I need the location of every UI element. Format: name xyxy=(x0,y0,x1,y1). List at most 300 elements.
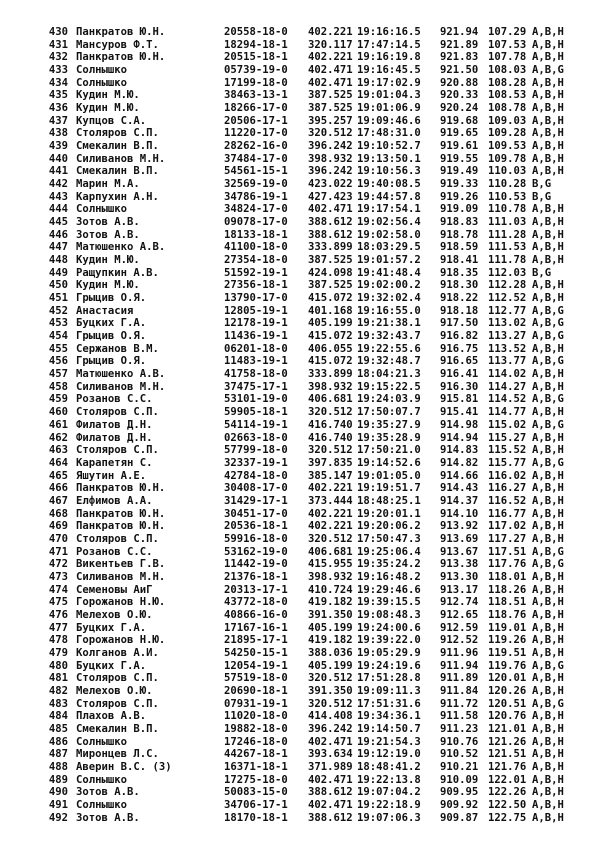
arrival-time-cell: 19:01:06.9 xyxy=(357,102,421,115)
ring-number-cell: 11220-17-0 xyxy=(224,127,288,140)
result-row xyxy=(46,216,576,229)
distance-cell: 398.932 xyxy=(308,380,353,393)
name-cell: Панкратов Ю.Н. xyxy=(76,482,166,495)
coefficient-cell: 119.76 xyxy=(488,659,527,672)
distance-cell: 419.182 xyxy=(308,596,353,609)
ring-number-cell: 54250-15-1 xyxy=(224,646,288,659)
name-cell: Плахов А.В. xyxy=(76,710,147,723)
distance-cell: 388.612 xyxy=(308,228,353,241)
categories-cell: A,B,H xyxy=(532,114,564,127)
distance-cell: 410.724 xyxy=(308,583,353,596)
arrival-time-cell: 19:21:38.1 xyxy=(357,317,421,330)
ring-number-cell: 27356-18-1 xyxy=(224,279,288,292)
speed-cell: 920.24 xyxy=(440,102,479,115)
speed-cell: 914.66 xyxy=(440,469,479,482)
speed-cell: 918.59 xyxy=(440,241,479,254)
result-row xyxy=(46,647,576,660)
rank-cell: 430 xyxy=(48,26,68,38)
result-row xyxy=(46,191,576,204)
rank-cell: 451 xyxy=(48,292,68,305)
speed-cell: 912.52 xyxy=(440,634,479,647)
coefficient-cell: 114.52 xyxy=(488,393,527,406)
name-cell: Яшутин А.Е. xyxy=(76,469,147,482)
coefficient-cell: 113.27 xyxy=(488,330,527,343)
rank-cell: 472 xyxy=(48,558,68,571)
distance-cell: 388.036 xyxy=(308,646,353,659)
name-cell: Зотов А.В. xyxy=(76,216,140,229)
distance-cell: 406.681 xyxy=(308,393,353,406)
name-cell: Марин М.А. xyxy=(76,178,140,191)
rank-cell: 466 xyxy=(48,482,68,495)
speed-cell: 919.55 xyxy=(440,152,479,165)
distance-cell: 387.525 xyxy=(308,89,353,102)
categories-cell: B,G xyxy=(532,266,552,279)
arrival-time-cell: 19:14:50.7 xyxy=(357,722,421,735)
categories-cell: A,B,H xyxy=(532,722,564,735)
distance-cell: 373.444 xyxy=(308,494,353,507)
result-row xyxy=(46,571,576,584)
distance-cell: 396.242 xyxy=(308,722,353,735)
categories-cell: A,B,H xyxy=(532,203,564,216)
arrival-time-cell: 19:24:19.6 xyxy=(357,659,421,672)
arrival-time-cell: 18:48:41.2 xyxy=(357,760,421,773)
name-cell: Солнышко xyxy=(76,735,128,748)
distance-cell: 333.899 xyxy=(308,368,353,381)
ring-number-cell: 17199-18-0 xyxy=(224,76,288,89)
rank-cell: 447 xyxy=(48,241,68,254)
categories-cell: A,B,G xyxy=(532,64,564,77)
ring-number-cell: 43772-18-0 xyxy=(224,596,288,609)
arrival-time-cell: 19:32:02.4 xyxy=(357,292,421,305)
rank-cell: 470 xyxy=(48,532,68,545)
ring-number-cell: 18133-18-1 xyxy=(224,228,288,241)
ring-number-cell: 11020-18-0 xyxy=(224,710,288,723)
arrival-time-cell: 19:10:52.7 xyxy=(357,140,421,153)
distance-cell: 402.471 xyxy=(308,64,353,77)
distance-cell: 388.612 xyxy=(308,811,353,824)
speed-cell: 917.50 xyxy=(440,317,479,330)
rank-cell: 464 xyxy=(48,456,68,469)
result-row xyxy=(46,495,576,508)
results-list xyxy=(46,26,576,824)
distance-cell: 402.221 xyxy=(308,507,353,520)
coefficient-cell: 115.02 xyxy=(488,418,527,431)
name-cell: Кудин М.Ю. xyxy=(76,279,140,292)
arrival-time-cell: 19:40:08.5 xyxy=(357,178,421,191)
categories-cell: A,B,H xyxy=(532,520,564,533)
arrival-time-cell: 17:50:47.3 xyxy=(357,532,421,545)
distance-cell: 398.932 xyxy=(308,152,353,165)
name-cell: Купцов С.А. xyxy=(76,114,147,127)
ring-number-cell: 20506-17-1 xyxy=(224,114,288,127)
speed-cell: 918.41 xyxy=(440,254,479,267)
ring-number-cell: 18170-18-1 xyxy=(224,811,288,824)
categories-cell: A,B,G xyxy=(532,304,564,317)
rank-cell: 439 xyxy=(48,140,68,153)
speed-cell: 916.30 xyxy=(440,380,479,393)
speed-cell: 911.96 xyxy=(440,646,479,659)
rank-cell: 489 xyxy=(48,773,68,786)
rank-cell: 456 xyxy=(48,355,68,368)
result-row xyxy=(46,102,576,115)
coefficient-cell: 119.26 xyxy=(488,634,527,647)
categories-cell: A,B,G xyxy=(532,355,564,368)
speed-cell: 911.84 xyxy=(440,684,479,697)
ring-number-cell: 21895-17-1 xyxy=(224,634,288,647)
speed-cell: 909.92 xyxy=(440,798,479,811)
distance-cell: 391.350 xyxy=(308,608,353,621)
speed-cell: 911.23 xyxy=(440,722,479,735)
distance-cell: 405.199 xyxy=(308,621,353,634)
result-row xyxy=(46,761,576,774)
speed-cell: 912.74 xyxy=(440,596,479,609)
distance-cell: 405.199 xyxy=(308,317,353,330)
speed-cell: 911.94 xyxy=(440,659,479,672)
coefficient-cell: 117.76 xyxy=(488,558,527,571)
coefficient-cell: 114.02 xyxy=(488,368,527,381)
rank-cell: 458 xyxy=(48,380,68,393)
coefficient-cell: 121.76 xyxy=(488,760,527,773)
result-row xyxy=(46,812,576,825)
coefficient-cell: 109.78 xyxy=(488,152,527,165)
result-row xyxy=(46,710,576,723)
speed-cell: 918.78 xyxy=(440,228,479,241)
categories-cell: A,B,H xyxy=(532,165,564,178)
arrival-time-cell: 19:16:55.0 xyxy=(357,304,421,317)
rank-cell: 462 xyxy=(48,431,68,444)
rank-cell: 490 xyxy=(48,786,68,799)
coefficient-cell: 107.53 xyxy=(488,38,527,51)
result-row xyxy=(46,622,576,635)
arrival-time-cell: 19:44:57.8 xyxy=(357,190,421,203)
rank-cell: 441 xyxy=(48,165,68,178)
ring-number-cell: 13790-17-0 xyxy=(224,292,288,305)
categories-cell: A,B,G xyxy=(532,317,564,330)
result-row xyxy=(46,419,576,432)
coefficient-cell: 109.03 xyxy=(488,114,527,127)
result-row xyxy=(46,558,576,571)
arrival-time-cell: 17:48:31.0 xyxy=(357,127,421,140)
categories-cell: A,B,H xyxy=(532,798,564,811)
speed-cell: 921.94 xyxy=(440,26,479,38)
arrival-time-cell: 17:50:21.0 xyxy=(357,444,421,457)
arrival-time-cell: 19:16:16.5 xyxy=(357,26,421,38)
categories-cell: A,B,H xyxy=(532,76,564,89)
ring-number-cell: 18294-18-1 xyxy=(224,38,288,51)
rank-cell: 480 xyxy=(48,659,68,672)
speed-cell: 912.65 xyxy=(440,608,479,621)
ring-number-cell: 11436-19-1 xyxy=(224,330,288,343)
result-row xyxy=(46,279,576,292)
distance-cell: 415.072 xyxy=(308,330,353,343)
distance-cell: 402.221 xyxy=(308,26,353,38)
ring-number-cell: 59916-18-0 xyxy=(224,532,288,545)
result-row xyxy=(46,178,576,191)
ring-number-cell: 06201-18-0 xyxy=(224,342,288,355)
speed-cell: 921.50 xyxy=(440,64,479,77)
distance-cell: 387.525 xyxy=(308,102,353,115)
ring-number-cell: 42784-18-0 xyxy=(224,469,288,482)
coefficient-cell: 110.78 xyxy=(488,203,527,216)
name-cell: Солнышко xyxy=(76,773,128,786)
arrival-time-cell: 19:39:22.0 xyxy=(357,634,421,647)
rank-cell: 478 xyxy=(48,634,68,647)
name-cell: Матюшенко А.В. xyxy=(76,368,166,381)
ring-number-cell: 12054-19-1 xyxy=(224,659,288,672)
result-row xyxy=(46,292,576,305)
result-row xyxy=(46,660,576,673)
coefficient-cell: 109.53 xyxy=(488,140,527,153)
result-row xyxy=(46,748,576,761)
name-cell: Мелехов О.Ю. xyxy=(76,684,153,697)
ring-number-cell: 51592-19-1 xyxy=(224,266,288,279)
name-cell: Смекалин В.П. xyxy=(76,140,159,153)
name-cell: Столяров С.П. xyxy=(76,697,159,710)
categories-cell: A,B,G xyxy=(532,456,564,469)
coefficient-cell: 108.53 xyxy=(488,89,527,102)
coefficient-cell: 111.78 xyxy=(488,254,527,267)
result-row xyxy=(46,672,576,685)
categories-cell: A,B,H xyxy=(532,482,564,495)
name-cell: Мансуров Ф.Т. xyxy=(76,38,159,51)
rank-cell: 431 xyxy=(48,38,68,51)
name-cell: Грыцив О.Я. xyxy=(76,292,147,305)
ring-number-cell: 09078-17-0 xyxy=(224,216,288,229)
coefficient-cell: 115.52 xyxy=(488,444,527,457)
categories-cell: A,B,H xyxy=(532,241,564,254)
distance-cell: 396.242 xyxy=(308,140,353,153)
ring-number-cell: 31429-17-1 xyxy=(224,494,288,507)
speed-cell: 920.33 xyxy=(440,89,479,102)
name-cell: Филатов Д.Н. xyxy=(76,431,153,444)
result-row xyxy=(46,330,576,343)
distance-cell: 424.098 xyxy=(308,266,353,279)
speed-cell: 916.41 xyxy=(440,368,479,381)
rank-cell: 445 xyxy=(48,216,68,229)
coefficient-cell: 118.26 xyxy=(488,583,527,596)
result-row xyxy=(46,698,576,711)
categories-cell: A,B,G xyxy=(532,545,564,558)
speed-cell: 910.09 xyxy=(440,773,479,786)
ring-number-cell: 07931-19-1 xyxy=(224,697,288,710)
speed-cell: 911.58 xyxy=(440,710,479,723)
ring-number-cell: 34786-19-1 xyxy=(224,190,288,203)
arrival-time-cell: 19:15:22.5 xyxy=(357,380,421,393)
speed-cell: 921.83 xyxy=(440,51,479,64)
coefficient-cell: 120.26 xyxy=(488,684,527,697)
ring-number-cell: 28262-16-0 xyxy=(224,140,288,153)
rank-cell: 491 xyxy=(48,798,68,811)
speed-cell: 911.72 xyxy=(440,697,479,710)
result-row xyxy=(46,89,576,102)
name-cell: Кудин М.Ю. xyxy=(76,254,140,267)
rank-cell: 479 xyxy=(48,646,68,659)
coefficient-cell: 122.75 xyxy=(488,811,527,824)
result-row xyxy=(46,432,576,445)
name-cell: Семеновы АиГ xyxy=(76,583,153,596)
rank-cell: 485 xyxy=(48,722,68,735)
arrival-time-cell: 19:17:54.1 xyxy=(357,203,421,216)
categories-cell: A,B,H xyxy=(532,634,564,647)
name-cell: Силиванов М.Н. xyxy=(76,152,166,165)
arrival-time-cell: 19:02:56.4 xyxy=(357,216,421,229)
result-row xyxy=(46,127,576,140)
name-cell: Розанов С.С. xyxy=(76,545,153,558)
arrival-time-cell: 19:10:56.3 xyxy=(357,165,421,178)
name-cell: Смекалин В.П. xyxy=(76,722,159,735)
result-row xyxy=(46,723,576,736)
coefficient-cell: 119.01 xyxy=(488,621,527,634)
ring-number-cell: 38463-13-1 xyxy=(224,89,288,102)
arrival-time-cell: 18:03:29.5 xyxy=(357,241,421,254)
result-row xyxy=(46,203,576,216)
coefficient-cell: 109.28 xyxy=(488,127,527,140)
result-row xyxy=(46,799,576,812)
rank-cell: 492 xyxy=(48,811,68,824)
distance-cell: 406.681 xyxy=(308,545,353,558)
categories-cell: A,B,H xyxy=(532,38,564,51)
name-cell: Кудин М.Ю. xyxy=(76,102,140,115)
arrival-time-cell: 19:12:19.0 xyxy=(357,748,421,761)
name-cell: Смекалин В.П. xyxy=(76,165,159,178)
categories-cell: A,B,H xyxy=(532,152,564,165)
ring-number-cell: 02663-18-0 xyxy=(224,431,288,444)
categories-cell: A,B,H xyxy=(532,672,564,685)
rank-cell: 460 xyxy=(48,406,68,419)
result-row xyxy=(46,786,576,799)
coefficient-cell: 108.28 xyxy=(488,76,527,89)
arrival-time-cell: 19:09:11.3 xyxy=(357,684,421,697)
name-cell: Буцких Г.А. xyxy=(76,621,147,634)
speed-cell: 912.59 xyxy=(440,621,479,634)
result-row xyxy=(46,584,576,597)
name-cell: Матюшенко А.В. xyxy=(76,241,166,254)
result-row xyxy=(46,444,576,457)
arrival-time-cell: 19:16:45.5 xyxy=(357,64,421,77)
distance-cell: 415.955 xyxy=(308,558,353,571)
rank-cell: 452 xyxy=(48,304,68,317)
distance-cell: 320.512 xyxy=(308,406,353,419)
arrival-time-cell: 19:39:15.5 xyxy=(357,596,421,609)
name-cell: Филатов Д.Н. xyxy=(76,418,153,431)
distance-cell: 391.350 xyxy=(308,684,353,697)
name-cell: Анастасия xyxy=(76,304,134,317)
distance-cell: 415.072 xyxy=(308,355,353,368)
arrival-time-cell: 19:16:19.8 xyxy=(357,51,421,64)
arrival-time-cell: 19:32:48.7 xyxy=(357,355,421,368)
ring-number-cell: 12178-19-1 xyxy=(224,317,288,330)
distance-cell: 423.022 xyxy=(308,178,353,191)
result-row xyxy=(46,368,576,381)
arrival-time-cell: 19:22:18.9 xyxy=(357,798,421,811)
arrival-time-cell: 19:07:06.3 xyxy=(357,811,421,824)
categories-cell: A,B,H xyxy=(532,735,564,748)
name-cell: Кудин М.Ю. xyxy=(76,89,140,102)
ring-number-cell: 34824-17-0 xyxy=(224,203,288,216)
rank-cell: 446 xyxy=(48,228,68,241)
categories-cell: A,B,H xyxy=(532,786,564,799)
distance-cell: 419.182 xyxy=(308,634,353,647)
coefficient-cell: 122.01 xyxy=(488,773,527,786)
coefficient-cell: 118.51 xyxy=(488,596,527,609)
speed-cell: 919.33 xyxy=(440,178,479,191)
coefficient-cell: 118.01 xyxy=(488,570,527,583)
categories-cell: A,B,H xyxy=(532,26,564,38)
rank-cell: 437 xyxy=(48,114,68,127)
categories-cell: A,B,H xyxy=(532,444,564,457)
coefficient-cell: 119.51 xyxy=(488,646,527,659)
coefficient-cell: 113.02 xyxy=(488,317,527,330)
result-row xyxy=(46,457,576,470)
distance-cell: 402.471 xyxy=(308,773,353,786)
speed-cell: 916.82 xyxy=(440,330,479,343)
result-row xyxy=(46,736,576,749)
categories-cell: A,B,H xyxy=(532,710,564,723)
name-cell: Столяров С.П. xyxy=(76,127,159,140)
distance-cell: 416.740 xyxy=(308,431,353,444)
categories-cell: A,B,H xyxy=(532,811,564,824)
categories-cell: A,B,H xyxy=(532,292,564,305)
coefficient-cell: 117.02 xyxy=(488,520,527,533)
speed-cell: 916.65 xyxy=(440,355,479,368)
distance-cell: 402.471 xyxy=(308,735,353,748)
categories-cell: A,B,H xyxy=(532,51,564,64)
rank-cell: 443 xyxy=(48,190,68,203)
speed-cell: 918.83 xyxy=(440,216,479,229)
result-row xyxy=(46,317,576,330)
categories-cell: A,B,G xyxy=(532,393,564,406)
result-row xyxy=(46,482,576,495)
name-cell: Солнышко xyxy=(76,64,128,77)
coefficient-cell: 112.52 xyxy=(488,292,527,305)
ring-number-cell: 57799-18-0 xyxy=(224,444,288,457)
rank-cell: 454 xyxy=(48,330,68,343)
coefficient-cell: 115.77 xyxy=(488,456,527,469)
rank-cell: 463 xyxy=(48,444,68,457)
rank-cell: 461 xyxy=(48,418,68,431)
ring-number-cell: 20558-18-0 xyxy=(224,26,288,38)
ring-number-cell: 41758-18-0 xyxy=(224,368,288,381)
distance-cell: 385.147 xyxy=(308,469,353,482)
name-cell: Горожанов Н.Ю. xyxy=(76,596,166,609)
arrival-time-cell: 19:35:24.2 xyxy=(357,558,421,571)
ring-number-cell: 19882-18-0 xyxy=(224,722,288,735)
coefficient-cell: 112.77 xyxy=(488,304,527,317)
categories-cell: A,B,H xyxy=(532,368,564,381)
rank-cell: 457 xyxy=(48,368,68,381)
rank-cell: 435 xyxy=(48,89,68,102)
categories-cell: A,B,H xyxy=(532,570,564,583)
arrival-time-cell: 19:08:48.3 xyxy=(357,608,421,621)
coefficient-cell: 108.78 xyxy=(488,102,527,115)
distance-cell: 371.989 xyxy=(308,760,353,773)
rank-cell: 438 xyxy=(48,127,68,140)
arrival-time-cell: 19:24:00.6 xyxy=(357,621,421,634)
arrival-time-cell: 19:20:01.1 xyxy=(357,507,421,520)
rank-cell: 488 xyxy=(48,760,68,773)
rank-cell: 468 xyxy=(48,507,68,520)
arrival-time-cell: 19:05:29.9 xyxy=(357,646,421,659)
ring-number-cell: 41100-18-0 xyxy=(224,241,288,254)
name-cell: Аверин В.С. (3) xyxy=(76,760,172,773)
rank-cell: 459 xyxy=(48,393,68,406)
speed-cell: 921.89 xyxy=(440,38,479,51)
speed-cell: 920.88 xyxy=(440,76,479,89)
categories-cell: A,B,H xyxy=(532,507,564,520)
result-row xyxy=(46,254,576,267)
speed-cell: 915.81 xyxy=(440,393,479,406)
ring-number-cell: 30408-17-0 xyxy=(224,482,288,495)
